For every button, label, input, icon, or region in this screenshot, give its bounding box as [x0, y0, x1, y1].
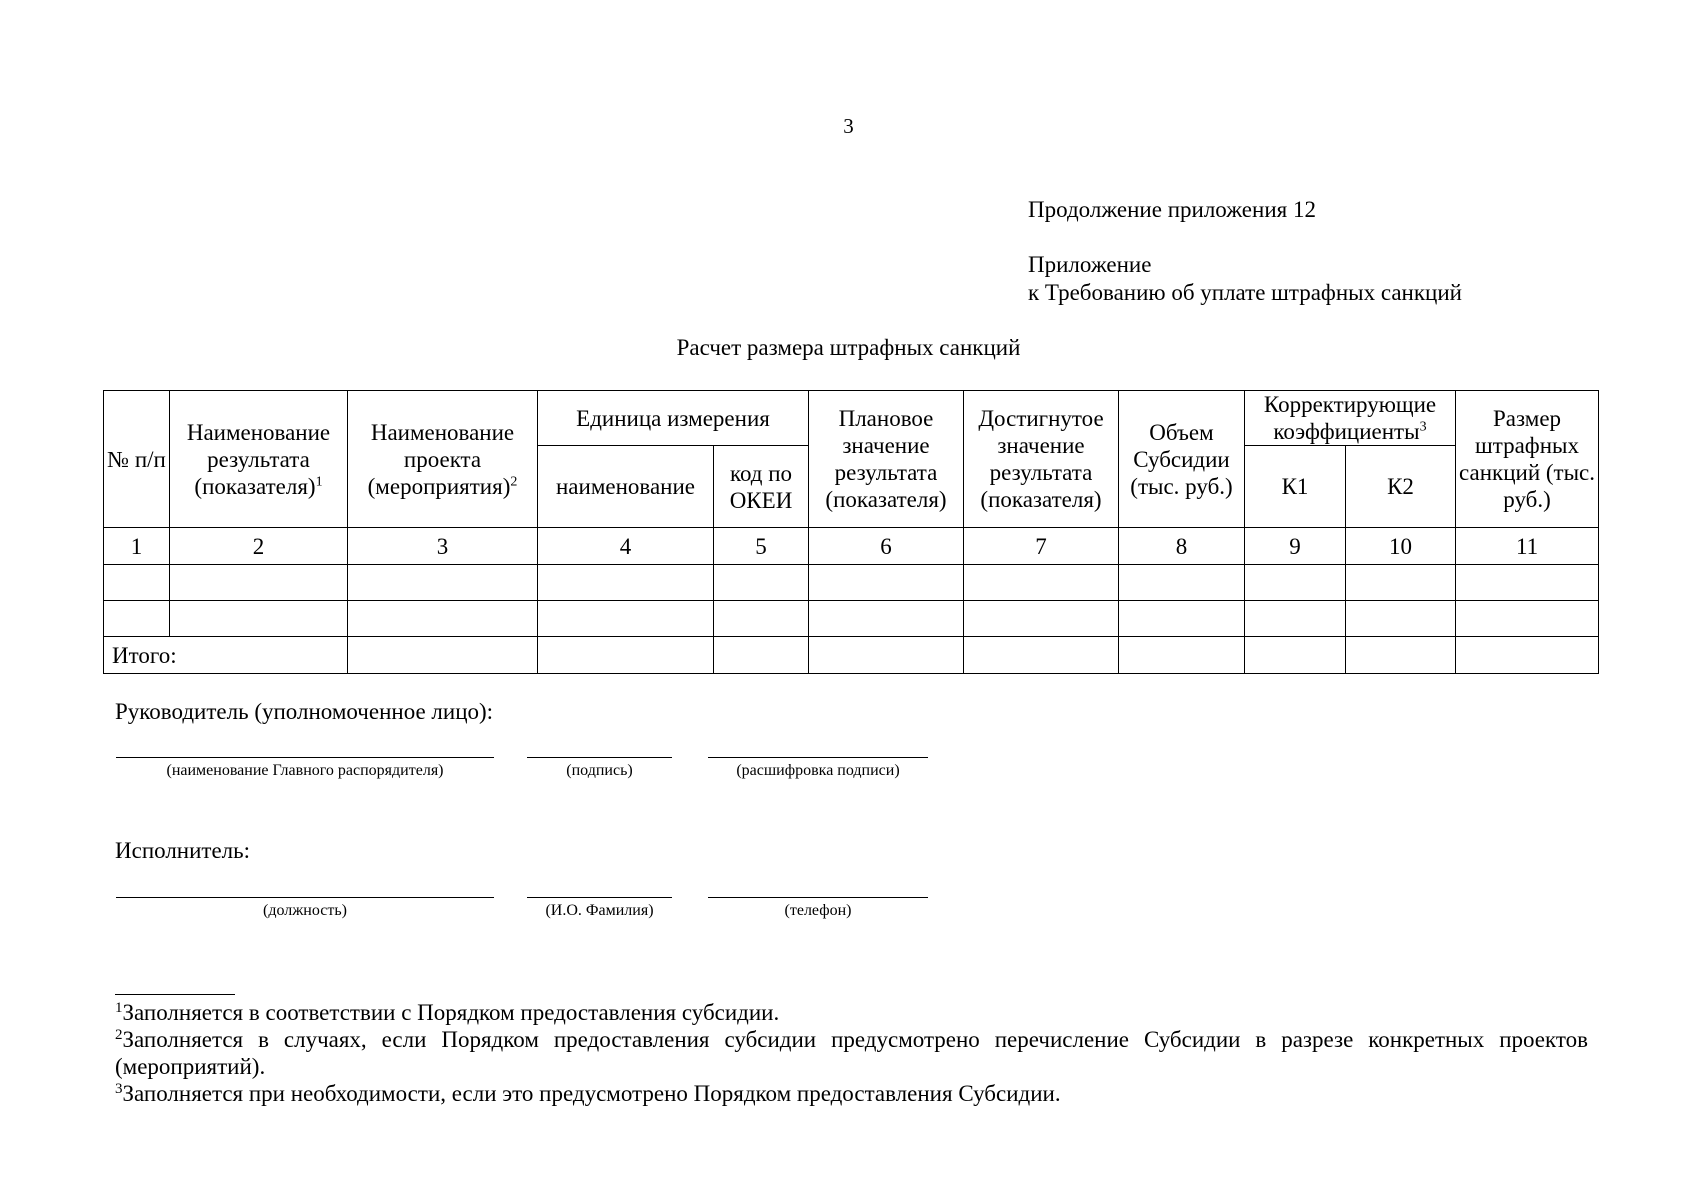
signature-caption: (должность) [263, 902, 347, 919]
header-num: № п/п [104, 391, 170, 528]
table-cell [1346, 565, 1456, 601]
table-cell [809, 637, 964, 674]
footnote-mark: 1 [115, 1000, 123, 1016]
table-cell [538, 565, 714, 601]
signature-line [708, 757, 928, 758]
table-cell [1346, 637, 1456, 674]
table-cell [714, 601, 809, 637]
header-penalty: Размер штрафных санкций (тыс. руб.) [1456, 391, 1599, 528]
column-number: 7 [964, 528, 1119, 565]
table-cell [1119, 565, 1245, 601]
table-cell [1245, 637, 1346, 674]
footnote-mark: 2 [115, 1027, 123, 1043]
executor-label: Исполнитель: [115, 838, 251, 863]
column-number: 3 [348, 528, 538, 565]
table-cell [348, 601, 538, 637]
table-cell [538, 637, 714, 674]
signature-line [116, 757, 494, 758]
footnote-ref-2: 2 [510, 473, 518, 489]
appendix-heading [1028, 251, 1462, 307]
table-title: Расчет размера штрафных санкций [676, 335, 1021, 360]
page-number: 3 [843, 114, 854, 138]
footnote [115, 1026, 1588, 1080]
footnote-ref-3: 3 [1419, 419, 1427, 435]
total-label: Итого: [104, 637, 348, 674]
appendix-title: Приложение [1028, 252, 1152, 277]
table-cell [1119, 637, 1245, 674]
header-unit-name: наименование [538, 446, 714, 528]
table-cell [170, 601, 348, 637]
signature-line [527, 897, 672, 898]
table-cell [1456, 601, 1599, 637]
signature-caption: (телефон) [784, 902, 852, 919]
table-cell [348, 565, 538, 601]
column-number-row [104, 528, 1599, 565]
table-cell [1456, 637, 1599, 674]
table-cell [964, 637, 1119, 674]
table-cell [809, 565, 964, 601]
table-cell [1346, 601, 1456, 637]
footnote [115, 1080, 1588, 1107]
table-cell [104, 565, 170, 601]
header-subsidy: Объем Субсидии (тыс. руб.) [1119, 391, 1245, 528]
signature-caption: (подпись) [566, 762, 633, 779]
footnote-mark: 3 [115, 1081, 123, 1097]
column-number: 10 [1346, 528, 1456, 565]
table-cell [714, 565, 809, 601]
header-unit-code: код по ОКЕИ [714, 446, 809, 528]
table-cell [170, 565, 348, 601]
table-cell [104, 601, 170, 637]
table-cell [348, 637, 538, 674]
header-result-name: Наименование результата (показателя)$^1$ [170, 391, 348, 528]
header-project-name: Наименование проекта (мероприятия)$^2$ [348, 391, 538, 528]
column-number: 11 [1456, 528, 1599, 565]
footnote-text: Заполняется в случаях, если Порядком предоставления субсидии предусмотрено перечисление Субсидии в разрезе конкретных проектов (мероприятий). [115, 1027, 1588, 1079]
header-k2: К2 [1346, 446, 1456, 528]
table-cell [1245, 565, 1346, 601]
table-cell [1245, 601, 1346, 637]
table-cell [538, 601, 714, 637]
appendix-subtitle: к Требованию об уплате штрафных санкций [1028, 280, 1462, 305]
footnote-ref-1: 1 [315, 473, 323, 489]
table-cell [964, 601, 1119, 637]
header-k1: К1 [1245, 446, 1346, 528]
footnote-text: Заполняется в соответствии с Порядком предоставления субсидии. [122, 1000, 780, 1025]
column-number: 5 [714, 528, 809, 565]
header-planned: Плановое значение результата (показателя) [809, 391, 964, 528]
signature-caption: (И.О. Фамилия) [545, 902, 654, 919]
column-number: 6 [809, 528, 964, 565]
table-cell [1456, 565, 1599, 601]
table-row [104, 601, 1599, 637]
signature-line [708, 897, 928, 898]
table-cell [1119, 601, 1245, 637]
table-cell [964, 565, 1119, 601]
signature-line [527, 757, 672, 758]
table-cell [809, 601, 964, 637]
header-achieved: Достигнутое значение результата (показателя) [964, 391, 1119, 528]
table-cell [714, 637, 809, 674]
table-row [104, 565, 1599, 601]
signature-caption: (расшифровка подписи) [736, 762, 900, 779]
footnote-separator [115, 994, 235, 995]
head-signature-label: Руководитель (уполномоченное лицо): [115, 699, 494, 724]
footnote [115, 999, 1588, 1026]
sanctions-table [103, 390, 1599, 674]
column-number: 1 [104, 528, 170, 565]
header-coef-group: Корректирующие коэффициенты$^3$ [1245, 391, 1456, 446]
header-unit-group: Единица измерения [538, 391, 809, 446]
column-number: 8 [1119, 528, 1245, 565]
signature-line [116, 897, 494, 898]
continuation-label: Продолжение приложения 12 [1028, 197, 1316, 222]
total-row [104, 637, 1599, 674]
column-number: 2 [170, 528, 348, 565]
signature-caption: (наименование Главного распорядителя) [166, 762, 444, 779]
column-number: 4 [538, 528, 714, 565]
footnote-text: Заполняется при необходимости, если это предусмотрено Порядком предоставления Субсидии. [122, 1081, 1061, 1106]
column-number: 9 [1245, 528, 1346, 565]
table-header-row [104, 391, 1599, 446]
